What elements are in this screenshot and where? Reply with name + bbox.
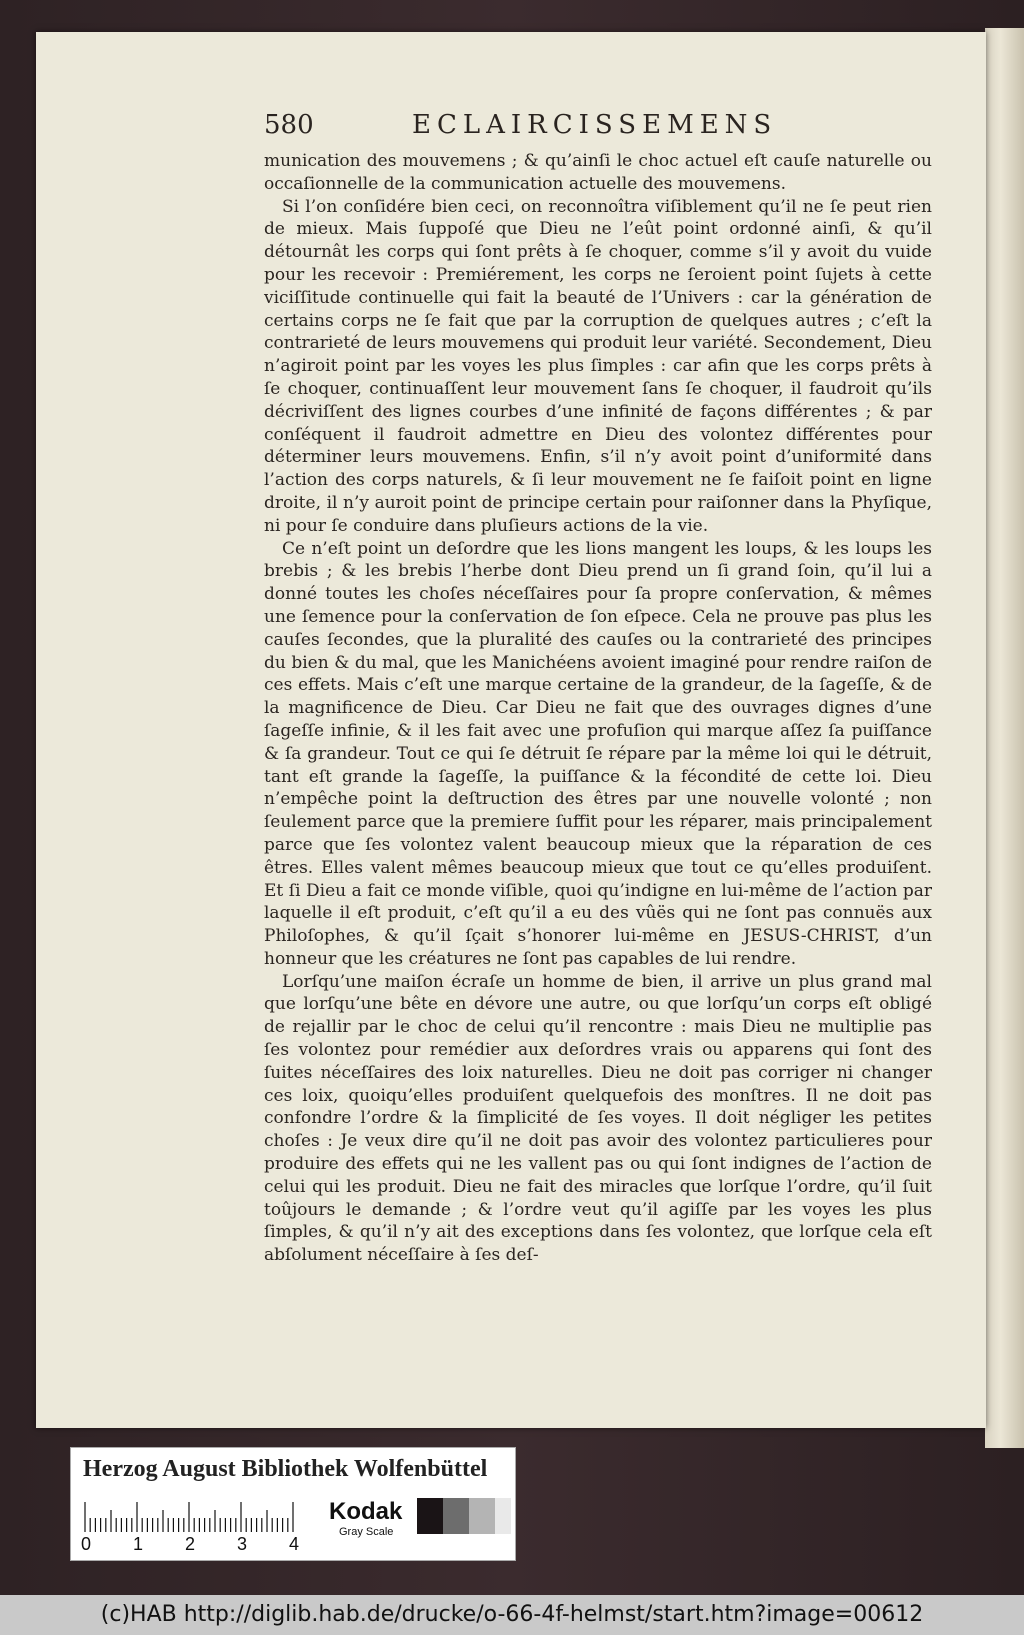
- ruler-number: 3: [237, 1534, 248, 1554]
- color-calibration-card: [70, 1447, 516, 1561]
- paragraph-2: Si l’on conſidére bien ceci, on reconnoîtra viſiblement qu’il ne ſe peut rien de mieux. Mais ſuppoſé que Dieu ne l’eût point ordonné ainſi, & qu’il détournât les corps qui ſont prêts à ſe choquer, comme s’il y avoit du vuide pour les recevoir : Premiérement, les corps ne ſeroient point ſujets à cette viciſſitude continuelle qui fait la beauté de l’Univers : car la génération de certains corps ne ſe fait que par la corruption de quelques autres ; c’eſt la contrarieté de leurs mouvemens qui produit leur variété. Secondement, Dieu n’agiroit point par les voyes les plus ſimples : car afin que les corps prêts à ſe choquer, continuaſſent leur mouvement ſans ſe choquer, il faudroit qu’ils décriviſſent des lignes courbes d’une infinité de façons différentes ; & par conſéquent il faudroit admettre en Dieu des volontez différentes pour déterminer leurs mouvemens. Enfin, s’il n’y avoit point d’uniformité dans l’action des corps naturels, & ſi leur mouvement ne ſe faiſoit point en ligne droite, il n’y auroit point de principe certain pour raiſonner dans la Phyſique, ni pour ſe conduire dans pluſieurs actions de la vie.: [264, 196, 932, 536]
- page-content: [264, 110, 932, 1267]
- facing-page-edge: [985, 28, 1024, 1448]
- footer-credit: (c)HAB http://diglib.hab.de/drucke/o-66-4f-helmst/start.htm?image=00612: [100, 1602, 924, 1627]
- library-name: Herzog August Bibliothek Wolfenbüttel: [83, 1456, 488, 1482]
- ruler-number: 1: [133, 1534, 144, 1554]
- gray-swatch: [417, 1498, 443, 1534]
- running-title: ECLAIRCISSEMENS: [412, 110, 778, 140]
- running-head: [264, 110, 932, 150]
- book-page: [36, 32, 986, 1428]
- gray-swatch: [495, 1498, 511, 1534]
- ruler-number: 0: [81, 1534, 92, 1554]
- ruler-number: 4: [289, 1534, 300, 1554]
- paragraph-1: munication des mouvemens ; & qu’ainſi le choc actuel eſt cauſe naturelle ou occaſionnelle de la communication actuelle des mouvemens.: [264, 151, 932, 194]
- ruler-number: 2: [185, 1534, 196, 1554]
- paragraph-4: Lorſqu’une maiſon écraſe un homme de bien, il arrive un plus grand mal que lorſqu’une bête en dévore une autre, ou que lorſqu’un corps eſt obligé de rejallir par le choc de celui qu’il rencontre : mais Dieu ne multiplie pas ſes volontez pour remédier aux deſordres vrais ou apparens qui ſont des ſuites néceſſaires des loix naturelles. Dieu ne doit pas corriger ni changer ces loix, quoiqu’elles produiſent quelquefois des monſtres. Il ne doit pas confondre l’ordre & la ſimplicité de ſes voyes. Il doit négliger les petites choſes : Je veux dire qu’il ne doit pas avoir des volontez particulieres pour produire des effets qui ne les vallent pas ou qui ſont indignes de l’action de celui qui les produit. Dieu ne fait des miracles que lorſque l’ordre, qu’il ſuit toûjours le demande ; & l’ordre veut qu’il agiſſe par les voyes les plus ſimples, & qu’il n’y ait des exceptions dans ſes volontez, que lorſque cela eſt abſolument néceſſaire à ſes deſ-: [264, 971, 932, 1266]
- page-number: 580: [264, 110, 314, 140]
- gray-scale-label: Gray Scale: [339, 1526, 394, 1538]
- paragraph-3: Ce n’eſt point un deſordre que les lions mangent les loups, & les loups les brebis ; & les brebis l’herbe dont Dieu prend un ſi grand ſoin, qu’il lui a donné toutes les choſes néceſſaires pour ſa propre conſervation, & mêmes une ſemence pour la conſervation de ſon eſpece. Cela ne prouve pas plus les cauſes ſecondes, que la pluralité des cauſes ou la contrarieté des principes du bien & du mal, que les Manichéens avoient imaginé pour rendre raiſon de ces effets. Mais c’eſt une marque certaine de la grandeur, de la ſageſſe, & de la magnificence de Dieu. Car Dieu ne fait que des ouvrages dignes d’une ſageſſe infinie, & il les fait avec une profuſion qui marque aſſez ſa puiſſance & ſa grandeur. Tout ce qui ſe détruit ſe répare par la même loi qui le détruit, tant eſt grande la ſageſſe, la puiſſance & la fécondité de cette loi. Dieu n’empêche point la deſtruction des êtres par une nouvelle volonté ; non ſeulement parce que la premiere ſuffit pour les réparer, mais principalement parce que ſes volontez valent beaucoup mieux que la réparation de ces êtres. Elles valent mêmes beaucoup mieux que tout ce qu’elles produiſent. Et ſi Dieu a fait ce monde viſible, quoi qu’indigne en lui-même de l’action par laquelle il eſt produit, c’eſt qu’il a eu des vûës qui ne ſont pas connuës aux Philoſophes, & qu’il ſçait s’honorer lui-même en JESUS-CHRIST, d’un honneur que les créatures ne ſont pas capables de lui rendre.: [264, 538, 932, 969]
- kodak-logo: Kodak: [329, 1498, 403, 1525]
- footer-credit-bar: [0, 1595, 1024, 1635]
- gray-swatch: [443, 1498, 469, 1534]
- gray-swatch: [469, 1498, 495, 1534]
- body-text: [264, 150, 932, 1267]
